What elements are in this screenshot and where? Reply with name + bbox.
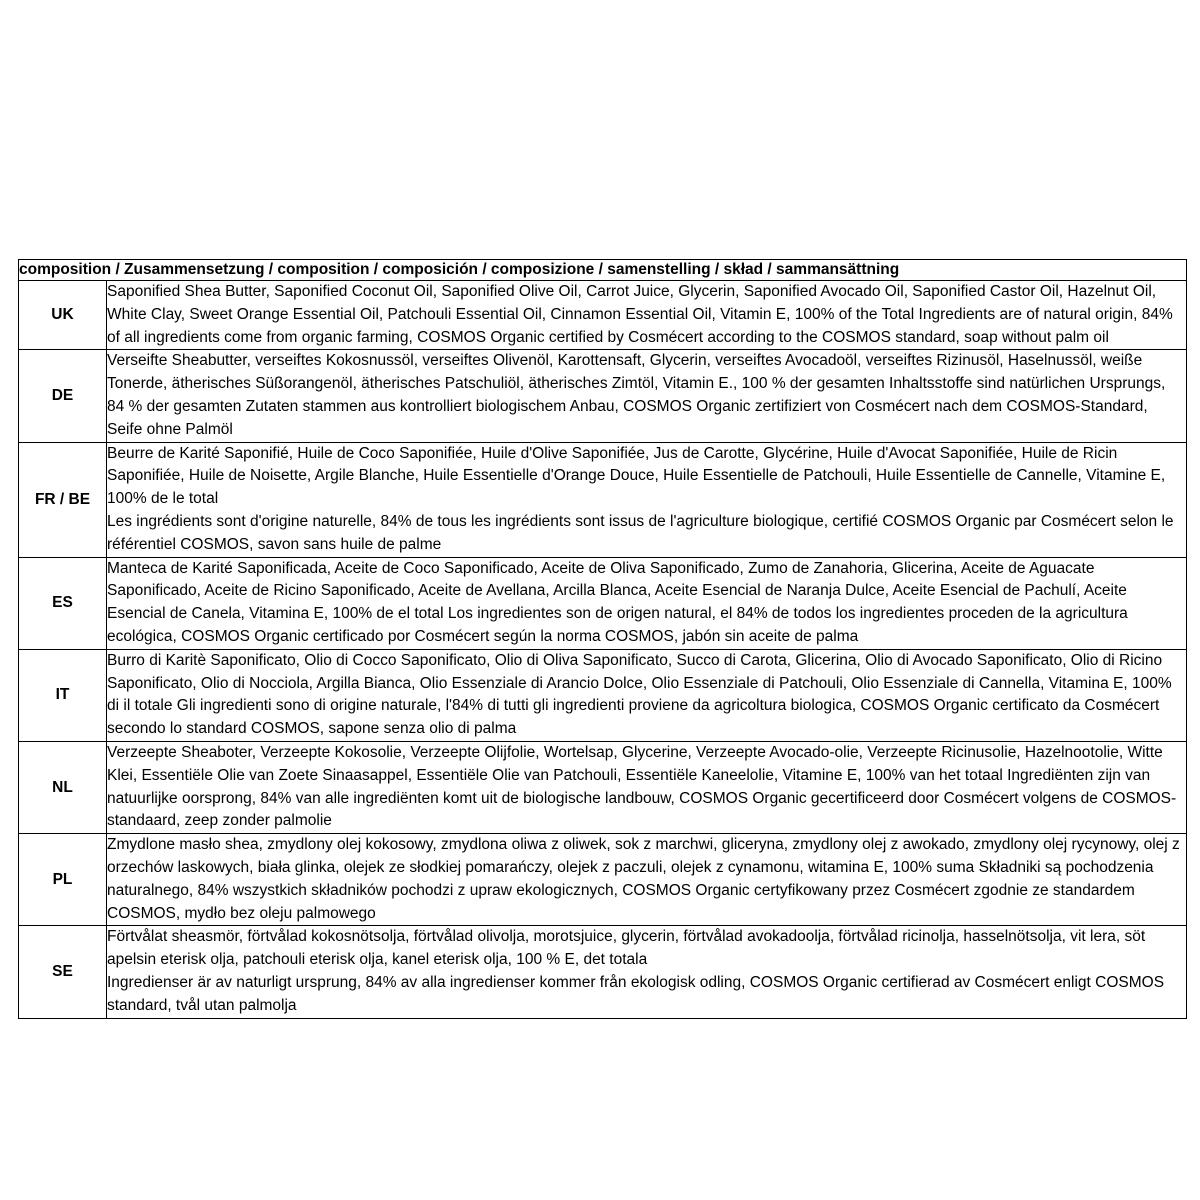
language-code-fr-be: FR / BE bbox=[19, 442, 107, 557]
table-row-se bbox=[19, 926, 1187, 1018]
composition-paragraph: Burro di Karitè Saponificato, Olio di Cocco Saponificato, Olio di Oliva Saponificato, Succo di Carota, Glicerina, Olio di Avocado Saponificato, Olio di Ricino Saponificato, Olio di Nocciola, Argilla Bianca, Olio Essenziale di Arancio Dolce, Olio Essenziale di Patchouli, Olio Essenziale di Cannella, Vitamina E, 100% di il totale Gli ingredienti sono di origine naturale, l'84% di tutti gli ingredienti proviene da agricoltura biologica, COSMOS Organic certificato da Cosmécert secondo lo standard COSMOS, sapone senza olio di palma bbox=[107, 651, 1172, 738]
composition-paragraph: Manteca de Karité Saponificada, Aceite de Coco Saponificado, Aceite de Oliva Saponificado, Zumo de Zanahoria, Glicerina, Aceite de Aguacate Saponificado, Aceite de Ricino Saponificado, Aceite de Avellana, Arcilla Blanca, Aceite Esencial de Naranja Dulce, Aceite Esencial de Pachulí, Aceite Esencial de Canela, Vitamina E, 100% de el total Los ingredientes son de origen natural, el 84% de todos los ingredientes proceden de la agricultura ecológica, COSMOS Organic certificado por Cosmécert según la norma COSMOS, jabón sin aceite de palma bbox=[107, 559, 1128, 645]
table-row-uk bbox=[19, 281, 1187, 350]
composition-text-uk bbox=[107, 281, 1187, 350]
language-code-it: IT bbox=[19, 649, 107, 741]
composition-paragraph: Beurre de Karité Saponifié, Huile de Coco Saponifiée, Huile d'Olive Saponifiée, Jus de Carotte, Glycérine, Huile d'Avocat Saponifiée, Huile de Ricin Saponifiée, Huile de Noisette, Argile Blanche, Huile Essentielle d'Orange Douce, Huile Essentielle de Patchouli, Huile Essentielle de Cannelle, Vitamine E, 100% de le total bbox=[107, 444, 1166, 508]
table-row-fr-be bbox=[19, 442, 1187, 557]
table-header: composition / Zusammensetzung / composition / composición / composizione / samenstelling / skład / sammansättning bbox=[19, 260, 1187, 281]
language-code-nl: NL bbox=[19, 741, 107, 833]
table-row-it bbox=[19, 649, 1187, 741]
table-body bbox=[19, 281, 1187, 1019]
table-row-pl bbox=[19, 834, 1187, 926]
language-code-se: SE bbox=[19, 926, 107, 1018]
table-row-de bbox=[19, 350, 1187, 442]
composition-text-pl bbox=[107, 834, 1187, 926]
table-row-nl bbox=[19, 741, 1187, 833]
composition-paragraph: Förtvålat sheasmör, förtvålad kokosnötsolja, förtvålad olivolja, morotsjuice, glycerin, förtvålad avokadoolja, förtvålad ricinolja, hasselnötsolja, vit lera, söt apelsin eterisk olja, patchouli eterisk olja, kanel eterisk olja, 100 % E, det totala bbox=[107, 928, 1146, 969]
language-code-pl: PL bbox=[19, 834, 107, 926]
table-row-es bbox=[19, 557, 1187, 649]
composition-paragraph: Ingredienser är av naturligt ursprung, 84% av alla ingredienser kommer från ekologisk odling, COSMOS Organic certifierad av Cosmécert enligt COSMOS standard, tvål utan palmolja bbox=[107, 973, 1165, 1014]
composition-table-container bbox=[18, 259, 1186, 1019]
composition-paragraph: Saponified Shea Butter, Saponified Coconut Oil, Saponified Olive Oil, Carrot Juice, Glycerin, Saponified Avocado Oil, Saponified Castor Oil, Hazelnut Oil, White Clay, Sweet Orange Essential Oil, Patchouli Essential Oil, Cinnamon Essential Oil, Vitamin E, 100% of the Total Ingredients are of natural origin, 84% of all ingredients come from organic farming, COSMOS Organic certified by Cosmécert according to the COSMOS standard, soap without palm oil bbox=[107, 283, 1173, 346]
composition-text-se bbox=[107, 926, 1187, 1018]
composition-text-it bbox=[107, 649, 1187, 741]
language-code-de: DE bbox=[19, 350, 107, 442]
composition-paragraph: Verseifte Sheabutter, verseiftes Kokosnussöl, verseiftes Olivenöl, Karottensaft, Glycerin, verseiftes Avocadoöl, verseiftes Rizinusöl, Haselnussöl, weiße Tonerde, ätherisches Süßorangenöl, ätherisches Patschuliöl, ätherisches Zimtöl, Vitamin E., 100 % der gesamten Inhaltsstoffe sind natürlichen Ursprungs, 84 % der gesamten Zutaten stammen aus kontrolliert biologischem Anbau, COSMOS Organic zertifiziert von Cosmécert nach dem COSMOS-Standard, Seife ohne Palmöl bbox=[107, 352, 1166, 438]
composition-text-de bbox=[107, 350, 1187, 442]
language-code-uk: UK bbox=[19, 281, 107, 350]
composition-text-es bbox=[107, 557, 1187, 649]
composition-paragraph: Les ingrédients sont d'origine naturelle, 84% de tous les ingrédients sont issus de l'agriculture biologique, certifié COSMOS Organic par Cosmécert selon le référentiel COSMOS, savon sans huile de palme bbox=[107, 512, 1174, 553]
composition-text-fr-be bbox=[107, 442, 1187, 557]
composition-paragraph: Zmydlone masło shea, zmydlony olej kokosowy, zmydlona oliwa z oliwek, sok z marchwi, gliceryna, zmydlony olej z awokado, zmydlony olej rycynowy, olej z orzechów laskowych, biała glinka, olejek ze słodkiej pomarańczy, olejek z paczuli, olejek z cynamonu, witamina E, 100% suma Składniki są pochodzenia naturalnego, 84% wszystkich składników pochodzi z upraw ekologicznych, COSMOS Organic certyfikowany przez Cosmécert zgodnie ze standardem COSMOS, mydło bez oleju palmowego bbox=[107, 836, 1180, 922]
language-code-es: ES bbox=[19, 557, 107, 649]
table-header-row bbox=[19, 260, 1187, 281]
composition-paragraph: Verzeepte Sheaboter, Verzeepte Kokosolie, Verzeepte Olijfolie, Wortelsap, Glycerine, Verzeepte Avocado-olie, Verzeepte Ricinusolie, Hazelnootolie, Witte Klei, Essentiële Olie van Zoete Sinaasappel, Essentiële Olie van Patchouli, Essentiële Kaneelolie, Vitamine E, 100% van het totaal Ingrediënten zijn van natuurlijke oorsprong, 84% van alle ingrediënten komt uit de biologische landbouw, COSMOS Organic gecertificeerd door Cosmécert volgens de COSMOS-standaard, zeep zonder palmolie bbox=[107, 743, 1177, 830]
composition-text-nl bbox=[107, 741, 1187, 833]
composition-table bbox=[18, 259, 1187, 1019]
